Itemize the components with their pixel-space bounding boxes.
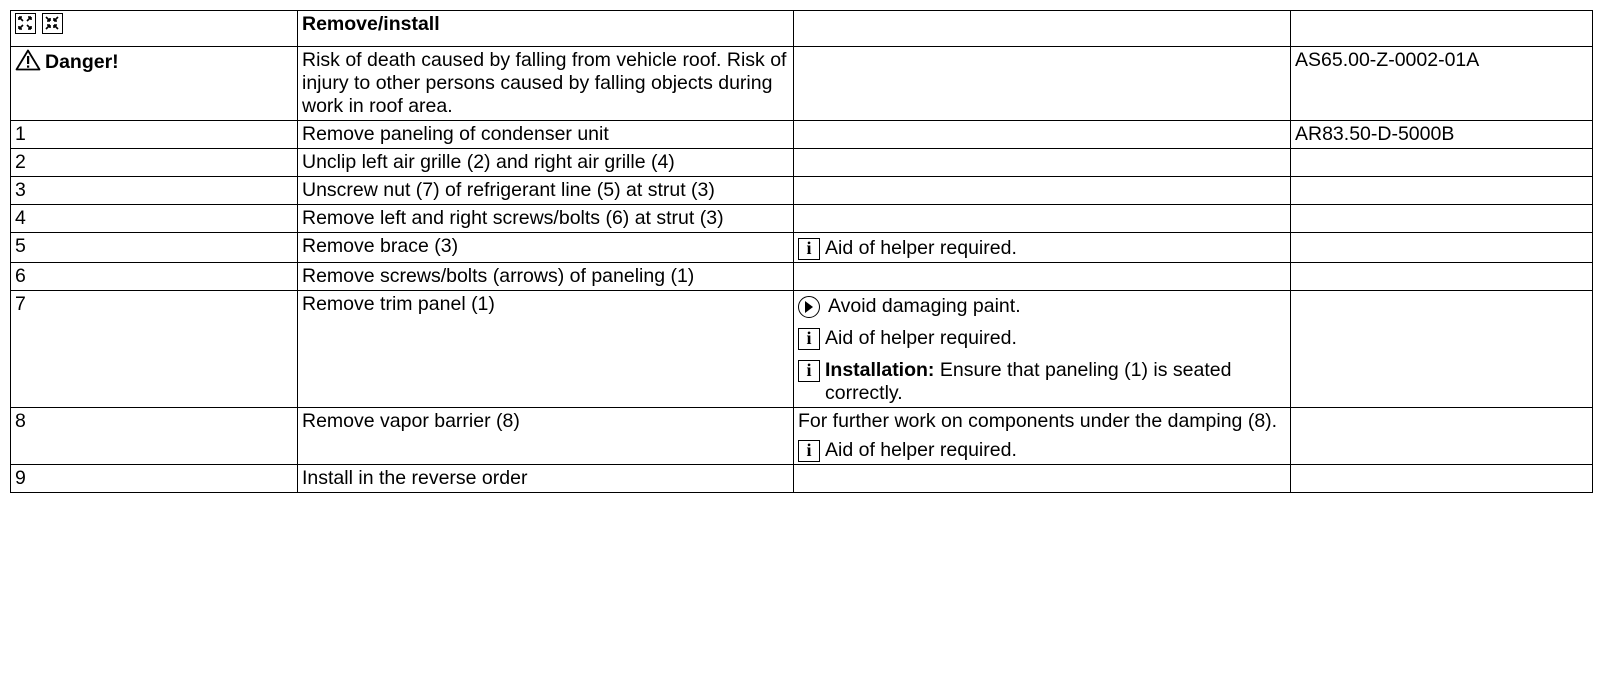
step-text: Remove brace (3) (298, 233, 794, 263)
step-number: 9 (11, 465, 298, 493)
install-label: Installation: (825, 359, 935, 381)
step-notes (794, 177, 1291, 205)
note-text: Aid of helper required. (825, 439, 1017, 461)
step-row (11, 205, 1593, 233)
step-row (11, 149, 1593, 177)
step-notes (794, 408, 1291, 465)
note-text: Aid of helper required. (825, 327, 1017, 349)
step-number: 2 (11, 149, 298, 177)
plain-note: For further work on components under the damping (8). (798, 410, 1278, 432)
info-note (798, 237, 1286, 260)
step-notes (794, 263, 1291, 291)
note-text: Avoid damaging paint. (828, 295, 1021, 317)
info-note (798, 327, 1286, 350)
step-text: Remove left and right screws/bolts (6) at strut (3) (298, 205, 794, 233)
step-number: 7 (11, 291, 298, 408)
step-text: Remove screws/bolts (arrows) of paneling (1) (298, 263, 794, 291)
info-note (798, 439, 1286, 462)
info-icon: i (798, 238, 820, 260)
header-empty-cell (794, 11, 1291, 47)
step-row (11, 291, 1593, 408)
danger-text: Risk of death caused by falling from vehicle roof. Risk of injury to other persons caused by falling objects during work in roof area. (298, 47, 794, 121)
step-row (11, 177, 1593, 205)
step-notes (794, 291, 1291, 408)
expand-icon[interactable] (15, 13, 36, 34)
info-icon: i (798, 328, 820, 350)
step-notes (794, 465, 1291, 493)
header-icons-cell (11, 11, 298, 47)
step-text: Remove paneling of condenser unit (298, 121, 794, 149)
step-reference (1291, 205, 1593, 233)
step-reference (1291, 465, 1593, 493)
step-number: 1 (11, 121, 298, 149)
step-reference (1291, 177, 1593, 205)
step-text: Install in the reverse order (298, 465, 794, 493)
danger-reference[interactable]: AS65.00-Z-0002-01A (1291, 47, 1593, 121)
step-reference (1291, 263, 1593, 291)
danger-cell (11, 47, 298, 121)
install-note (798, 359, 1286, 405)
caution-note (798, 295, 1286, 318)
header-row (11, 11, 1593, 47)
info-icon: i (798, 440, 820, 462)
step-reference[interactable]: AR83.50-D-5000B (1291, 121, 1593, 149)
danger-label: Danger! (45, 51, 119, 73)
step-notes (794, 205, 1291, 233)
step-text: Unscrew nut (7) of refrigerant line (5) at strut (3) (298, 177, 794, 205)
info-icon: i (798, 360, 820, 382)
collapse-icon[interactable] (42, 13, 63, 34)
install-text: Ensure that paneling (1) is seated correctly. (825, 359, 1232, 404)
step-row (11, 233, 1593, 263)
step-row (11, 263, 1593, 291)
step-reference (1291, 408, 1593, 465)
warning-triangle-icon (15, 49, 41, 71)
step-text: Remove trim panel (1) (298, 291, 794, 408)
danger-notes (794, 47, 1291, 121)
step-row (11, 465, 1593, 493)
step-notes (794, 233, 1291, 263)
header-empty-cell (1291, 11, 1593, 47)
step-number: 5 (11, 233, 298, 263)
procedure-table (10, 10, 1593, 493)
step-number: 8 (11, 408, 298, 465)
step-text: Unclip left air grille (2) and right air grille (4) (298, 149, 794, 177)
step-row (11, 121, 1593, 149)
danger-row (11, 47, 1593, 121)
step-reference (1291, 291, 1593, 408)
step-text: Remove vapor barrier (8) (298, 408, 794, 465)
step-number: 4 (11, 205, 298, 233)
caution-icon (798, 296, 820, 318)
note-text (825, 359, 1286, 405)
header-title: Remove/install (298, 11, 794, 47)
step-row (11, 408, 1593, 465)
step-reference (1291, 149, 1593, 177)
step-notes (794, 121, 1291, 149)
note-text: Aid of helper required. (825, 237, 1017, 259)
step-number: 3 (11, 177, 298, 205)
step-reference (1291, 233, 1593, 263)
step-notes (794, 149, 1291, 177)
step-number: 6 (11, 263, 298, 291)
